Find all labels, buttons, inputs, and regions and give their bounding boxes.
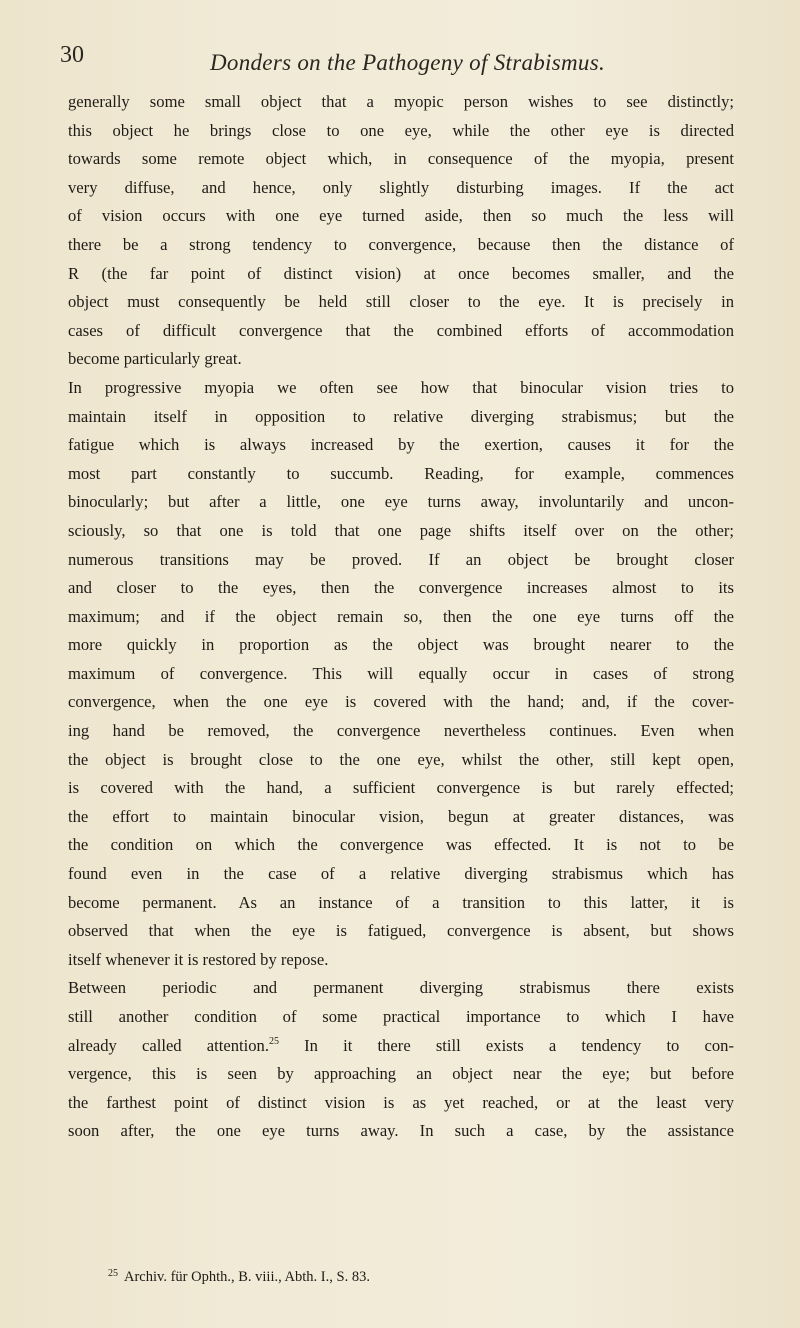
- paragraph-2: [68, 374, 734, 974]
- text-line: object must consequently be held still closer to the eye. It is precisely in: [68, 292, 734, 312]
- text-fragment: already called attention.: [68, 1035, 269, 1055]
- text-line: maintain itself in opposition to relative diverging strabismus; but the: [68, 406, 734, 426]
- text-fragment: In it there still exists a tendency to con-: [278, 1035, 735, 1055]
- text-line: the object is brought close to the one eye, whilst the other, still kept open,: [68, 749, 734, 769]
- footnote-text: Archiv. für Ophth., B. viii., Abth. I., S. 83.: [124, 1269, 370, 1285]
- paragraph-3: [68, 974, 734, 1146]
- text-line: most part constantly to succumb. Reading, for example, commences: [68, 463, 734, 483]
- text-line: ing hand be removed, the convergence nevertheless continues. Even when: [68, 721, 734, 741]
- text-line: of vision occurs with one eye turned aside, then so much the less will: [68, 206, 734, 226]
- text-line: maximum; and if the object remain so, then the one eye turns off the: [68, 606, 734, 626]
- text-line: In progressive myopia we often see how that binocular vision tries to: [68, 377, 734, 397]
- text-line: there be a strong tendency to convergence, because then the distance of: [68, 234, 734, 254]
- text-line: the condition on which the convergence was effected. It is not to be: [68, 835, 734, 855]
- text-line: observed that when the eye is fatigued, convergence is absent, but shows: [68, 921, 734, 941]
- text-line: convergence, when the one eye is covered with the hand; and, if the cover-: [68, 692, 734, 712]
- body-text: [68, 88, 734, 1146]
- text-line: fatigue which is always increased by the exertion, causes it for the: [68, 435, 734, 455]
- footnote-mark: 25: [108, 1268, 118, 1279]
- footnote-reference[interactable]: 25: [268, 1035, 279, 1047]
- text-line: numerous transitions may be proved. If an object be brought closer: [68, 549, 734, 569]
- text-line-with-footnote-ref: [68, 1032, 734, 1061]
- text-line: and closer to the eyes, then the convergence increases almost to its: [68, 578, 734, 598]
- text-line: R (the far point of distinct vision) at once becomes smaller, and the: [68, 263, 734, 283]
- text-line: Between periodic and permanent diverging strabismus there exists: [68, 978, 734, 998]
- text-line: sciously, so that one is told that one page shifts itself over on the other;: [68, 520, 734, 540]
- text-line: more quickly in proportion as the object was brought nearer to the: [68, 635, 734, 655]
- paragraph-1: [68, 88, 734, 374]
- text-line: cases of difficult convergence that the combined efforts of accommodation: [68, 320, 734, 340]
- text-line: is covered with the hand, a sufficient convergence is but rarely effected;: [68, 778, 734, 798]
- text-line: found even in the case of a relative diverging strabismus which has: [68, 864, 734, 884]
- footnote: [108, 1268, 708, 1286]
- page-header: [60, 42, 750, 82]
- text-line: maximum of convergence. This will equally occur in cases of strong: [68, 663, 734, 683]
- text-line: the effort to maintain binocular vision, begun at greater distances, was: [68, 806, 734, 826]
- text-line: vergence, this is seen by approaching an object near the eye; but before: [68, 1064, 734, 1084]
- text-line: generally some small object that a myopic person wishes to see distinctly;: [68, 92, 734, 111]
- text-line: become permanent. As an instance of a transition to this latter, it is: [68, 892, 734, 912]
- text-line: this object he brings close to one eye, while the other eye is directed: [68, 120, 734, 140]
- page-number: 30: [60, 42, 84, 68]
- running-title: Donders on the Pathogeny of Strabismus.: [210, 50, 606, 75]
- text-line: the farthest point of distinct vision is as yet reached, or at the least very: [68, 1092, 734, 1112]
- text-line: towards some remote object which, in consequence of the myopia, present: [68, 149, 734, 169]
- text-line: become particularly great.: [68, 349, 242, 369]
- text-line: binocularly; but after a little, one eye turns away, involuntarily and uncon-: [68, 492, 734, 512]
- text-line: itself whenever it is restored by repose.: [68, 949, 329, 969]
- text-line: still another condition of some practical importance to which I have: [68, 1007, 734, 1026]
- text-line: soon after, the one eye turns away. In such a case, by the assistance: [68, 1121, 734, 1141]
- text-line: very diffuse, and hence, only slightly disturbing images. If the act: [68, 177, 734, 197]
